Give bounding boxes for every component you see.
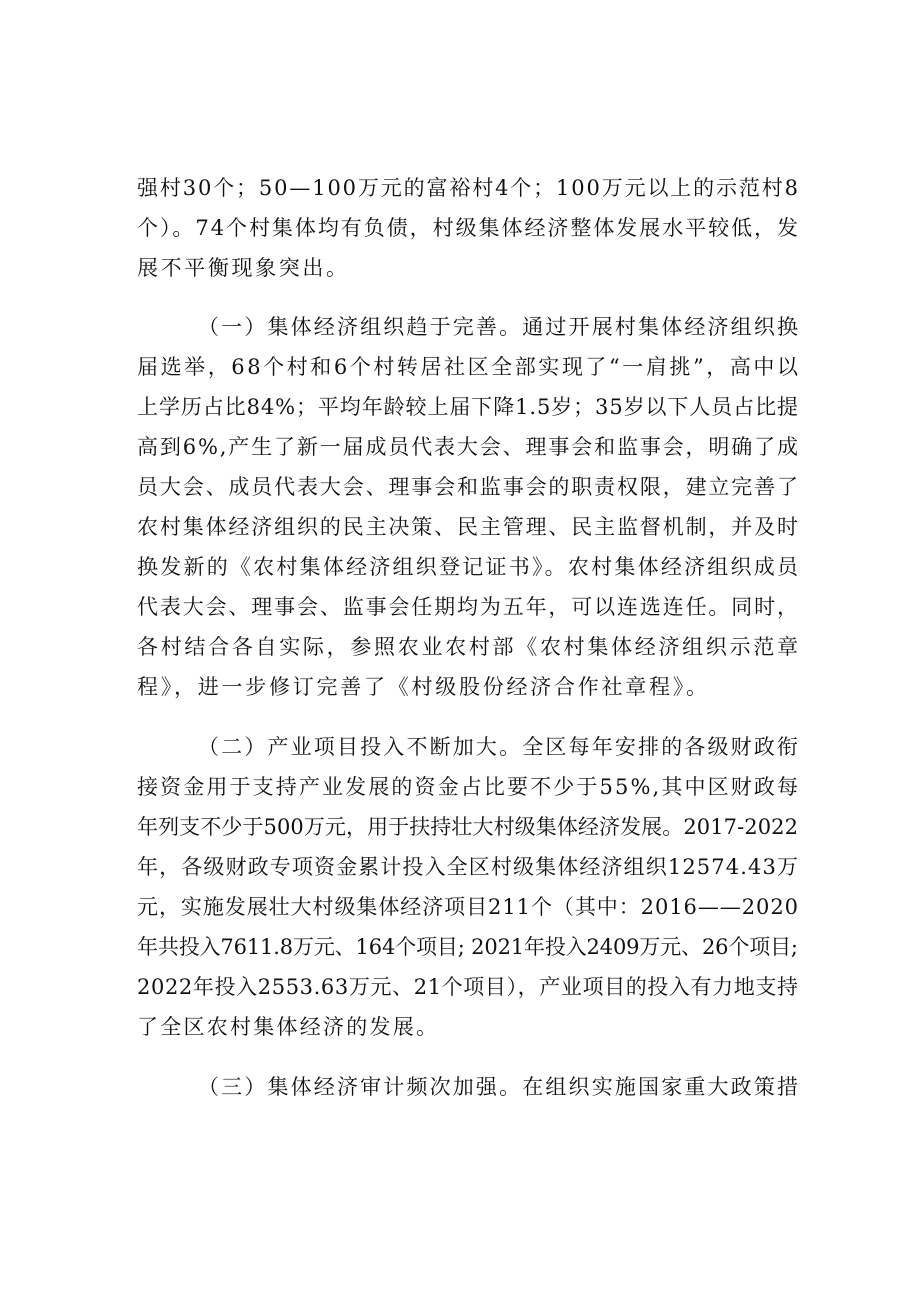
body-text-line: 年，各级财政专项资金累计投入全区村级集体经济组织12574.43万: [137, 855, 800, 879]
body-text-line: 换发新的《农村集体经济组织登记证书》。农村集体经济组织成员: [137, 555, 801, 579]
body-text-line: 元，实施发展壮大村级集体经济项目211个（其中：2016——2020: [137, 895, 799, 919]
body-text-line: 各村结合各自实际，参照农业农村部《农村集体经济组织示范章: [137, 635, 801, 659]
body-text-line: 高到6%,产生了新一届成员代表大会、理事会和监事会，明确了成: [137, 435, 800, 459]
body-text-line: 年共投入7611.8万元、164个项目; 2021年投入2409万元、26个项目;: [137, 935, 798, 959]
body-text-line: 展不平衡现象突出。: [137, 256, 350, 280]
body-text-line: 年列支不少于500万元，用于扶持壮大村级集体经济发展。2017-2022: [137, 815, 799, 839]
section-3-heading-line: （三）集体经济审计频次加强。在组织实施国家重大政策措: [198, 1075, 801, 1099]
body-text-line: 程》，进一步修订完善了《村级股份经济合作社章程》。: [137, 675, 710, 699]
body-text-line: 个）。74个村集体均有负债，村级集体经济整体发展水平较低，发: [137, 216, 800, 240]
body-text-line: 农村集体经济组织的民主决策、民主管理、民主监督机制，并及时: [137, 515, 800, 539]
body-text-line: 了全区农村集体经济的发展。: [137, 1015, 440, 1039]
section-2-heading-line: （二）产业项目投入不断加大。全区每年安排的各级财政衔: [198, 735, 801, 759]
section-1-heading-line: （一）集体经济组织趋于完善。通过开展村集体经济组织换: [198, 315, 801, 339]
body-text-line: 代表大会、理事会、监事会任期均为五年，可以连选连任。同时，: [137, 595, 800, 619]
body-text-line: 上学历占比84%；平均年龄较上届下降1.5岁；35岁以下人员占比提: [137, 395, 799, 419]
body-text-line: 2022年投入2553.63万元、21个项目），产业项目的投入有力地支持: [137, 975, 799, 999]
body-text-line: 强村30个；50—100万元的富裕村4个；100万元以上的示范村8: [137, 176, 800, 200]
body-text-line: 届选举，68个村和6个村转居社区全部实现了“一肩挑”，高中以: [137, 355, 801, 379]
body-text-line: 员大会、成员代表大会、理事会和监事会的职责权限，建立完善了: [137, 475, 800, 499]
body-text-line: 接资金用于支持产业发展的资金占比要不少于55%,其中区财政每: [137, 775, 801, 799]
